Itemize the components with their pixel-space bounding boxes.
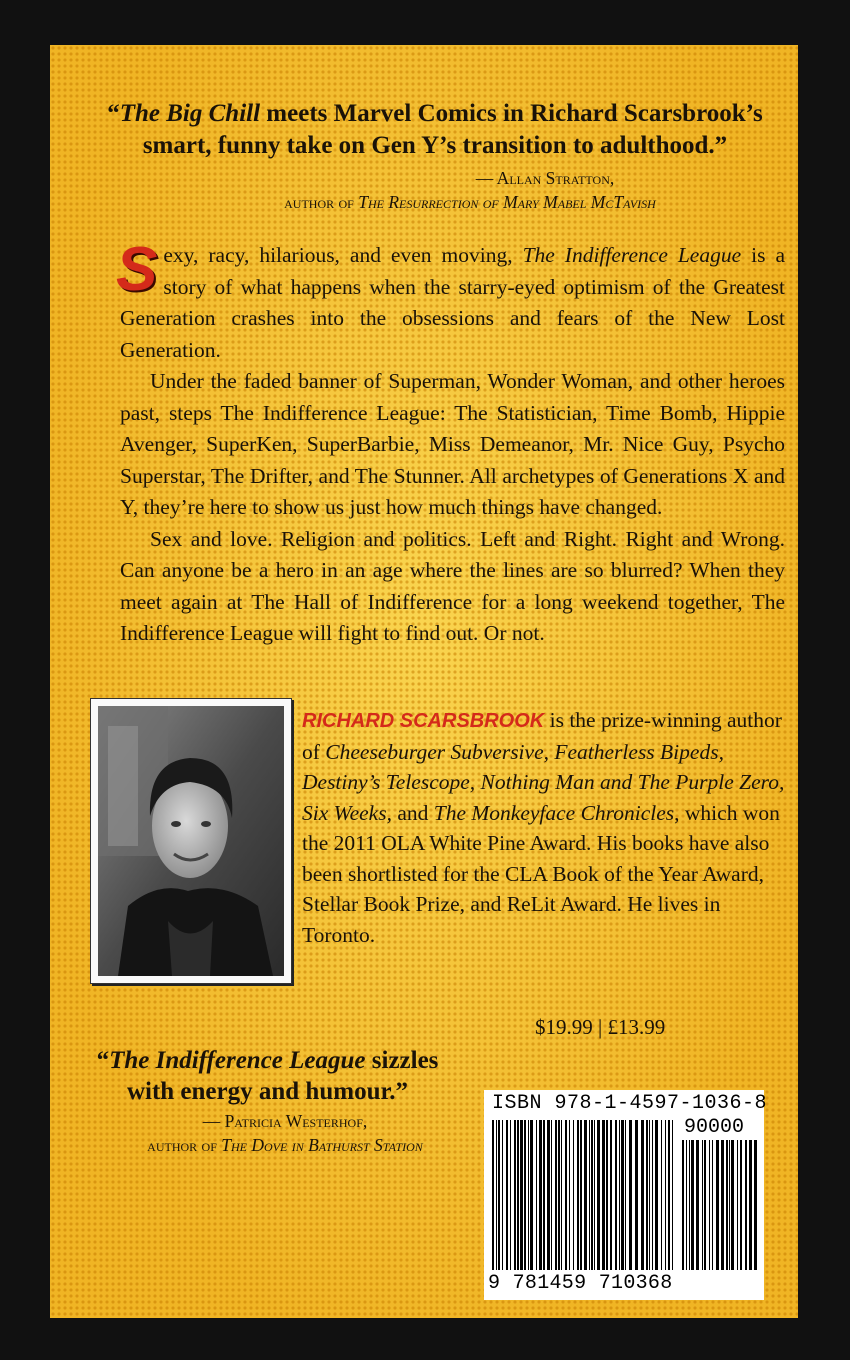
price-code: 90000 xyxy=(684,1116,745,1139)
barcode-bar xyxy=(584,1120,587,1270)
barcode-bar xyxy=(589,1120,590,1270)
blurb-paragraph-2: Under the faded banner of Superman, Wonder Woman, and other heroes past, steps The Indifference League: The Statistician, Time Bomb, Hippie Avenger, SuperKen, SuperBarbie, Miss Demeanor, Mr. Nice Guy, Psycho Superstar, The Drifter, and The Stunner. All archetypes of Generations X and Y, they’re here to show us just how much things have changed. xyxy=(120,369,785,519)
price-label: $19.99 | £13.99 xyxy=(535,1015,666,1039)
barcode-bar xyxy=(602,1120,605,1270)
addon-barcode-bars xyxy=(682,1140,758,1270)
barcode-bar xyxy=(646,1120,648,1270)
barcode-bar xyxy=(514,1120,516,1270)
attribution-work-line xyxy=(110,190,790,214)
barcode-bar xyxy=(615,1120,617,1270)
barcode-bar xyxy=(629,1120,632,1270)
barcode-bar xyxy=(580,1120,582,1270)
barcode-bar xyxy=(652,1120,653,1270)
bio-text-2: and xyxy=(391,800,434,825)
barcode-bar xyxy=(524,1120,526,1270)
barcode-bar xyxy=(668,1120,670,1270)
barcode-bar xyxy=(641,1120,644,1270)
barcode-bar xyxy=(729,1140,730,1270)
back-cover xyxy=(50,45,798,1318)
bio-text-3: , which won the 2011 OLA White Pine Award. His books have also been shortlisted for the CLA Book of the Year Award, Stellar Book Prize, and ReLit Award. He lives in Toronto. xyxy=(302,800,780,947)
barcode-bar xyxy=(606,1120,608,1270)
attribution-prefix: author of xyxy=(147,1135,222,1155)
barcode-bar xyxy=(686,1140,687,1270)
barcode-bar xyxy=(591,1120,593,1270)
barcode-bar xyxy=(558,1120,560,1270)
author-name: RICHARD SCARSBROOK xyxy=(302,710,545,732)
bottom-quote-attribution xyxy=(80,1109,490,1157)
blurb-paragraph-3: Sex and love. Religion and politics. Left and Right. Right and Wrong. Can anyone be a hero in an age where the lines are so blurred? When they meet again at The Hall of Indifference for a long weekend together, The Indifference League will fight to find out. Or not. xyxy=(120,526,785,645)
ean-digits: 9 781459 710368 xyxy=(488,1272,673,1295)
ean-barcode-bars xyxy=(492,1120,678,1270)
barcode-bar xyxy=(555,1120,557,1270)
barcode-bar xyxy=(702,1140,703,1270)
barcode-bar xyxy=(682,1140,684,1270)
bio-text-1: is the prize-winning author of xyxy=(302,708,782,764)
barcode-bar xyxy=(709,1140,710,1270)
barcode-bar xyxy=(594,1120,595,1270)
attribution-work-line xyxy=(80,1133,490,1157)
barcode-bar xyxy=(655,1120,658,1270)
barcode-bar xyxy=(496,1120,497,1270)
blurb-p1-a: exy, racy, hilarious, and even moving, xyxy=(163,243,523,267)
barcode-bar xyxy=(551,1120,552,1270)
barcode-bar xyxy=(740,1140,742,1270)
barcode-bar xyxy=(731,1140,734,1270)
book-description xyxy=(116,235,785,650)
barcode-bar xyxy=(649,1120,650,1270)
barcode-bar xyxy=(635,1120,638,1270)
barcode-bar xyxy=(696,1140,699,1270)
barcode-bar xyxy=(539,1120,542,1270)
barcode-bar xyxy=(749,1140,752,1270)
blurb-p1-title: The Indifference League xyxy=(522,243,742,267)
barcode-bar xyxy=(506,1120,508,1270)
quote-open-mark: “ xyxy=(96,1047,110,1074)
barcode-bar xyxy=(721,1140,724,1270)
barcode-bar xyxy=(528,1120,529,1270)
bottom-review-quote xyxy=(80,1045,455,1107)
author-portrait-image xyxy=(98,706,284,976)
barcode-bar xyxy=(547,1120,550,1270)
barcode-bar xyxy=(672,1120,673,1270)
barcode-bar xyxy=(689,1140,690,1270)
quote-title: The Indifference League xyxy=(109,1047,366,1074)
barcode-bar xyxy=(530,1120,533,1270)
barcode-bar xyxy=(502,1120,503,1270)
attribution-prefix: author of xyxy=(284,192,359,212)
barcode-bar xyxy=(565,1120,567,1270)
barcode-bar xyxy=(610,1120,612,1270)
barcode-bar xyxy=(691,1140,694,1270)
barcode-bar xyxy=(704,1140,706,1270)
author-bio xyxy=(302,705,792,950)
quote-text: meets Marvel Comics in Richard Scarsbrook’s smart, funny take on Gen Y’s transition to adulthood.” xyxy=(142,100,763,159)
top-review-quote xyxy=(80,98,790,162)
attribution-name: — Allan Stratton, xyxy=(475,168,615,188)
barcode-bar xyxy=(536,1120,537,1270)
drop-cap: S xyxy=(116,235,158,304)
barcode-bar xyxy=(619,1120,620,1270)
barcode-bar xyxy=(561,1120,562,1270)
barcode-bar xyxy=(569,1120,570,1270)
top-quote-attribution xyxy=(110,166,790,214)
bio-works-2: The Monkeyface Chronicles xyxy=(433,800,675,825)
attribution-work: The Resurrection of Mary Mabel McTavish xyxy=(358,192,656,212)
barcode-bar xyxy=(665,1120,666,1270)
isbn-number: ISBN 978-1-4597-1036-8 xyxy=(492,1092,768,1115)
barcode-bar xyxy=(737,1140,738,1270)
barcode-label xyxy=(484,1090,768,1300)
blurb-p1-b: is a story of what happens when the starry-eyed optimism of the Greatest Generation crashes into the obsessions and fears of the New Lost Generation. xyxy=(120,243,785,362)
barcode-bar xyxy=(520,1120,523,1270)
barcode-bar xyxy=(712,1140,713,1270)
blurb-paragraph-1 xyxy=(116,235,785,366)
barcode-bar xyxy=(745,1140,747,1270)
attribution-work: The Dove in Bathurst Station xyxy=(221,1135,423,1155)
quote-open-mark: “ xyxy=(107,100,120,127)
attribution-name: — Patricia Westerhof, xyxy=(202,1111,368,1131)
barcode-bar xyxy=(726,1140,728,1270)
barcode-bar xyxy=(510,1120,511,1270)
bio-works-1: Cheeseburger Subversive, Featherless Bipeds, Destiny’s Telescope, Nothing Man and The Purple Zero, Six Weeks, xyxy=(302,739,785,825)
barcode-bar xyxy=(573,1120,574,1270)
author-photo xyxy=(90,698,292,984)
barcode-bar xyxy=(625,1120,626,1270)
barcode-bar xyxy=(621,1120,624,1270)
barcode-bar xyxy=(492,1120,494,1270)
barcode-bar xyxy=(517,1120,519,1270)
barcode-bar xyxy=(716,1140,719,1270)
quote-title: The Big Chill xyxy=(119,100,261,127)
barcode-bar xyxy=(543,1120,545,1270)
quote-text: sizzles with energy and humour.” xyxy=(126,1047,439,1105)
barcode-bar xyxy=(498,1120,500,1270)
barcode-bar xyxy=(754,1140,757,1270)
barcode-bar xyxy=(597,1120,600,1270)
barcode-bar xyxy=(661,1120,662,1270)
barcode-bar xyxy=(577,1120,579,1270)
